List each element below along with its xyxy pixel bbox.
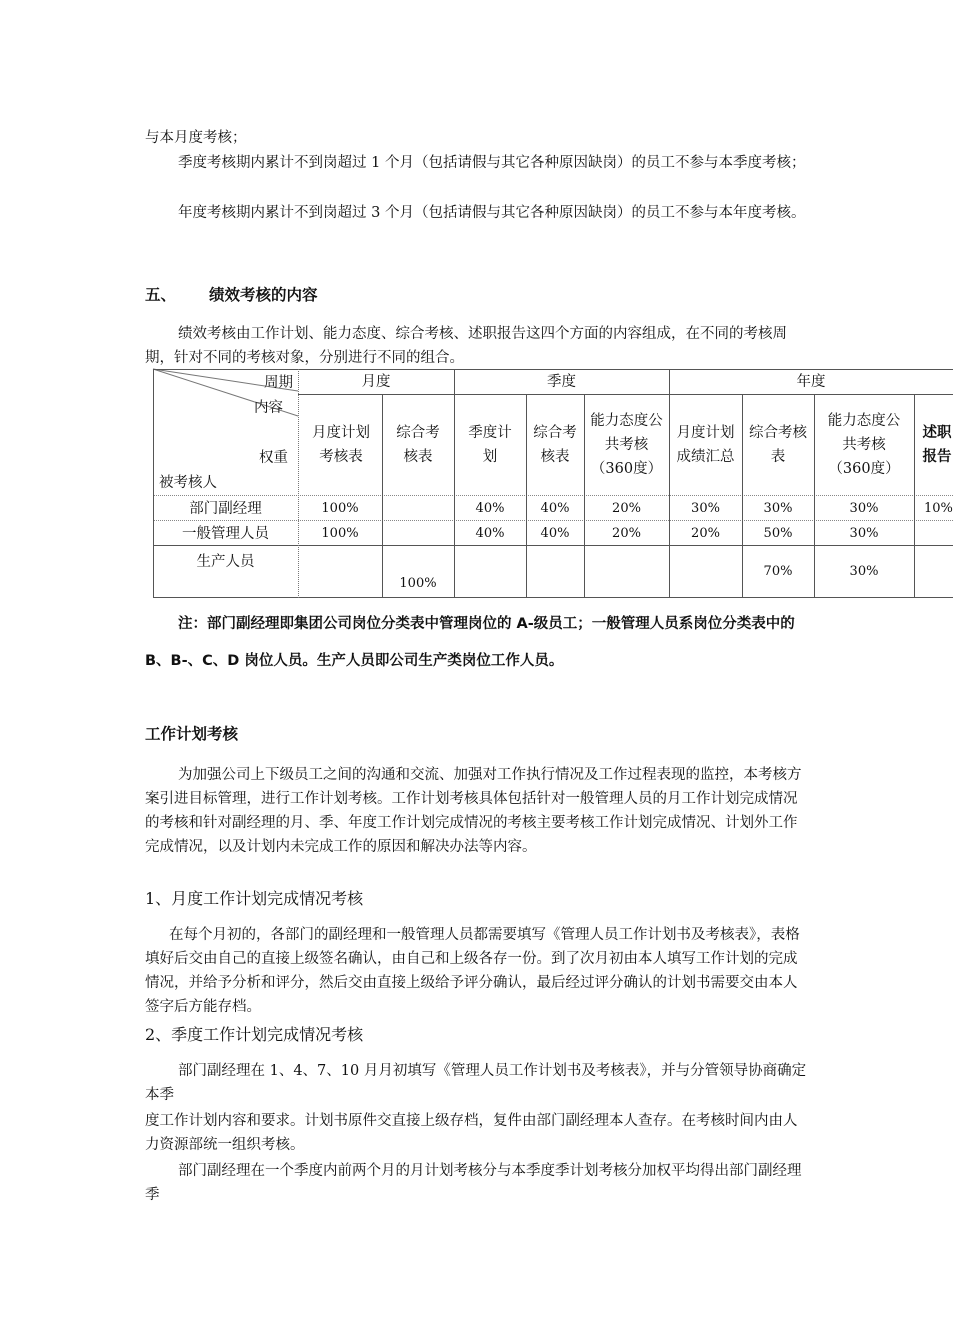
weights-table (153, 369, 953, 598)
corner-target-label: 被考核人 (159, 475, 217, 491)
col-quarter-ability: 能力态度公共考核（360度） (590, 413, 663, 477)
table-col-line-9 (914, 394, 915, 598)
col-year-comp: 综合考核表 (749, 425, 807, 465)
workplan-intro: 为加强公司上下级员工之间的沟通和交流、加强对工作执行情况及工作过程表现的监控，本考核方案引进目标管理，进行工作计划考核。工作计划考核具体包括针对一般管理人员的月工作计划完成情况的考核和针对副经理的月、季、年度工作计划完成情况的考核主要考核工作计划完成情况、计划外工作完成情况，以及计划内未完成工作的原因和解决办法等内容。 (145, 767, 802, 855)
paragraph-monthly-end: 与本月度考核； (145, 130, 247, 146)
col-month-comp: 综合考核表 (396, 425, 440, 465)
cell-r3-y-ability: 30% (849, 564, 879, 579)
group-quarter: 季度 (547, 373, 576, 390)
cell-r1-y-comp: 30% (763, 500, 793, 516)
quarterly-plan-text-b: 度工作计划内容和要求。计划书原件交直接上级存档，复件由部门副经理本人查存。在考核时间内由人力资源部统一组织考核。 (145, 1113, 798, 1153)
cell-r1-m-plan: 100% (321, 500, 359, 516)
corner-weight-label: 权重 (259, 450, 288, 466)
table-line-row1 (153, 520, 953, 521)
col-year-plan: 月度计划成绩汇总 (676, 425, 735, 465)
col-year-report: 述职报告 (922, 425, 952, 465)
table-note: 注：部门副经理即集团公司岗位分类表中管理岗位的 A-级员工；一般管理人员系岗位分类表中的 B、B-、C、D 岗位人员。生产人员即公司生产类岗位工作人员。 (145, 616, 795, 669)
cell-r1-y-ability: 30% (849, 500, 879, 516)
table-col-line-1 (298, 369, 299, 598)
cell-r2-m-comp (382, 521, 454, 546)
quarterly-plan-text-a: 部门副经理在 1、4、7、10 月月初填写《管理人员工作计划书及考核表》，并与分管领导协商确定本季 (145, 1063, 807, 1103)
table-col-line-5 (584, 394, 585, 598)
cell-r3-y-report (914, 546, 954, 598)
cell-r2-y-plan: 20% (691, 525, 720, 541)
paragraph-yearly-exclusion: 年度考核期内累计不到岗超过 3 个月（包括请假与其它各种原因缺岗）的员工不参与本年度考核。 (178, 205, 806, 221)
cell-r1-y-report: 10% (924, 500, 953, 516)
col-month-plan: 月度计划考核表 (312, 425, 370, 465)
cell-r3-m-comp: 100% (399, 576, 437, 591)
document-page (145, 0, 953, 1344)
cell-r1-m-comp (382, 496, 454, 521)
section-number: 五、 (145, 286, 177, 304)
quarterly-plan-text-c: 部门副经理在一个季度内前两个月的月计划考核分与本季度季计划考核分加权平均得出部门副经理季 (145, 1163, 802, 1203)
paragraph-quarterly-exclusion: 季度考核期内累计不到岗超过 1 个月（包括请假与其它各种原因缺岗）的员工不参与本季度考核； (178, 155, 806, 171)
table-border-left (153, 369, 154, 598)
table-line-row2 (153, 545, 953, 546)
table-border-top (153, 369, 953, 370)
monthly-plan-text: 在每个月初的，各部门的副经理和一般管理人员都需要填写《管理人员工作计划书及考核表》，表格填好后交由自己的直接上级签名确认，由自己和上级各存一份。到了次月初由本人填写工作计划的完成情况，并给予分析和评分，然后交由直接上级给予评分确认，最后经过评分确认的计划书需要交由本人签字后方能存档。 (145, 927, 800, 1015)
table-line-header (153, 495, 953, 496)
cell-r2-y-ability: 30% (849, 525, 879, 541)
table-col-line-6 (669, 369, 670, 598)
col-quarter-plan: 季度计划 (468, 425, 512, 465)
corner-content-label: 内容 (254, 400, 283, 416)
subheading-quarterly: 2、季度工作计划完成情况考核 (145, 1025, 364, 1044)
cell-r1-q-comp: 40% (540, 500, 570, 516)
cell-r2-q-comp: 40% (540, 525, 570, 541)
cell-r3-y-plan (669, 546, 742, 598)
subheading-monthly: 1、月度工作计划完成情况考核 (145, 889, 364, 908)
row-label-production-staff: 生产人员 (196, 554, 255, 570)
cell-r3-m-plan (298, 546, 382, 598)
cell-r3-y-comp: 70% (763, 564, 793, 579)
cell-r1-q-plan: 40% (475, 500, 505, 516)
table-col-line-7 (742, 394, 743, 598)
cell-r3-q-ability (584, 546, 669, 598)
table-col-line-2 (382, 394, 383, 598)
table-col-line-8 (814, 394, 815, 598)
row-label-general-manager: 一般管理人员 (182, 525, 269, 542)
col-year-ability: 能力态度公共考核（360度） (827, 413, 901, 477)
cell-r2-y-report (914, 521, 954, 546)
table-col-line-4 (526, 394, 527, 598)
cell-r3-q-comp (526, 546, 584, 598)
row-label-deputy-manager: 部门副经理 (189, 500, 262, 517)
workplan-heading: 工作计划考核 (145, 725, 239, 743)
section-heading-5 (145, 283, 318, 305)
table-col-line-3 (454, 369, 455, 598)
table-border-bottom (153, 597, 953, 598)
col-quarter-comp: 综合考核表 (533, 425, 577, 465)
table-line-group (298, 394, 953, 395)
cell-r2-m-plan: 100% (321, 525, 359, 541)
corner-period-label: 周期 (264, 375, 293, 391)
cell-r3-q-plan (454, 546, 526, 598)
cell-r1-q-ability: 20% (612, 500, 641, 516)
cell-r1-y-plan: 30% (691, 500, 720, 516)
cell-r2-y-comp: 50% (763, 525, 793, 541)
cell-r2-q-ability: 20% (612, 525, 641, 541)
group-month: 月度 (361, 373, 391, 390)
cell-r2-q-plan: 40% (475, 525, 505, 541)
group-year: 年度 (796, 373, 826, 390)
section-intro: 绩效考核由工作计划、能力态度、综合考核、述职报告这四个方面的内容组成，在不同的考核周期，针对不同的考核对象，分别进行不同的组合。 (145, 326, 787, 366)
section-title: 绩效考核的内容 (209, 286, 318, 304)
